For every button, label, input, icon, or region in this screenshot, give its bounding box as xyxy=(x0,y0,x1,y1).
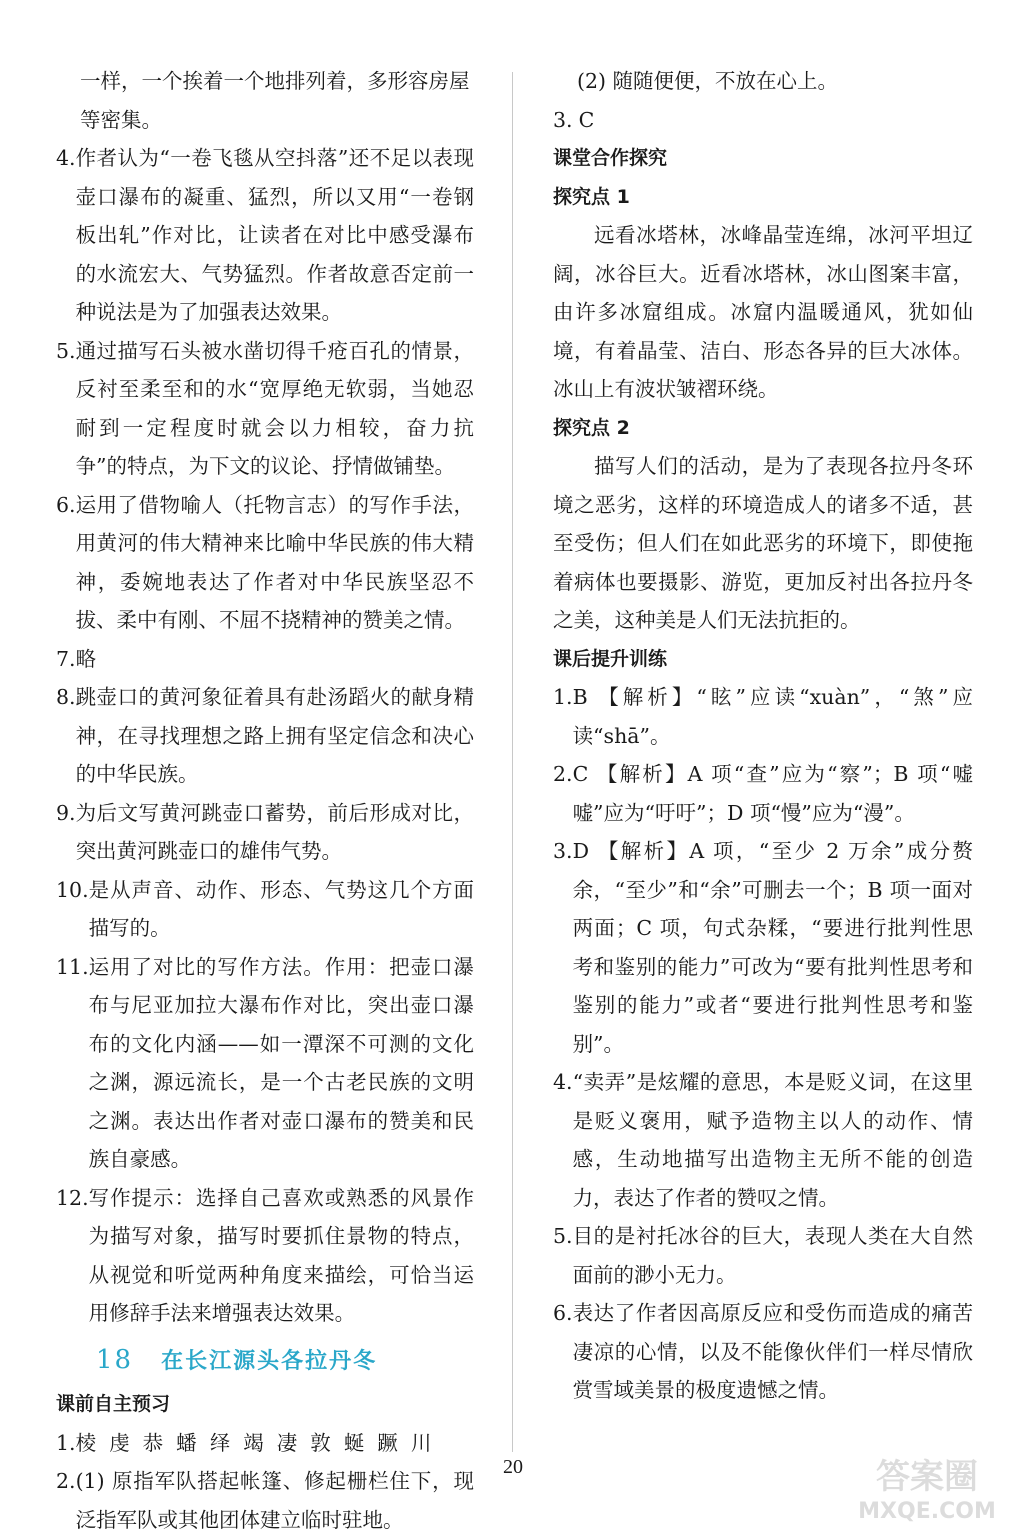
answer-item-4: 4. 作者认为“一卷飞毯从空抖落”还不足以表现壶口瀑布的凝重、猛烈，所以又用“一卷钢板出轧”作对比，让读者在对比中感受瀑布的水流宏大、气势猛烈。作者故意否定前一种说法是为了加强表达效果。 xyxy=(56,146,474,324)
section-heading-training: 课后提升训练 xyxy=(553,647,668,670)
training-item-5: 5. 目的是衬托冰谷的巨大，表现人类在大自然面前的渺小无力。 xyxy=(553,1224,973,1287)
answer-item-9: 9. 为后文写黄河跳壶口蓄势，前后形成对比，突出黄河跳壶口的雄伟气势。 xyxy=(56,800,474,863)
chapter-title xyxy=(96,1341,474,1382)
answer-item-7: 7. 略 xyxy=(56,646,97,671)
watermark-text-en: MXQE.COM xyxy=(858,1499,996,1524)
preview-item-3: 3. C xyxy=(553,107,595,132)
explore-point-1-label: 探究点 1 xyxy=(553,185,630,208)
preview-subitem-2: (2) 随随便便，不放在心上。 xyxy=(577,69,839,93)
explore-point-1-text: 远看冰塔林，冰峰晶莹连绵，冰河平坦辽阔，冰谷巨大。近看冰塔林，冰山图案丰富，由许多冰窟组成。冰窟内温暖通风，犹如仙境，有着晶莹、洁白、形态各异的巨大冰体。冰山上有波状皱褶环绕。 xyxy=(553,223,973,401)
training-item-1: 1. B 【解析】“眩”应读“xuàn”，“煞”应读“shā”。 xyxy=(553,685,973,748)
answer-item-10: 10. 是从声音、动作、形态、气势这几个方面描写的。 xyxy=(56,877,474,940)
training-item-4: 4. “卖弄”是炫耀的意思，本是贬义词，在这里是贬义褒用，赋予造物主以人的动作、情感，生动地描写出造物主无所不能的创造力，表达了作者的赞叹之情。 xyxy=(553,1070,973,1210)
watermark-text-cn: 答案圈 xyxy=(876,1457,978,1497)
section-heading-preview: 课前自主预习 xyxy=(56,1393,171,1415)
answer-item-5: 5. 通过描写石头被水凿切得千疮百孔的情景，反衬至柔至和的水“宽厚绝无软弱，当她忍耐到一定程度时就会以力相较，奋力抗争”的特点，为下文的议论、抒情做铺垫。 xyxy=(56,338,474,478)
training-item-6: 6. 表达了作者因高原反应和受伤而造成的痛苦凄凉的心情，以及不能像伙伴们一样尽情欣赏雪域美景的极度遗憾之情。 xyxy=(553,1301,973,1402)
chapter-number: 18 xyxy=(96,1344,134,1375)
explore-point-2-label: 探究点 2 xyxy=(553,416,630,439)
continued-line-2: 等密集。 xyxy=(80,107,162,132)
section-heading-explore: 课堂合作探究 xyxy=(553,147,668,169)
answer-item-11: 11. 运用了对比的写作方法。作用：把壶口瀑布与尼亚加拉大瀑布作对比，突出壶口瀑布的文化内涵——如一潭深不可测的文化之渊，源远流长，是一个古老民族的文明之渊。表达出作者对壶口瀑布的赞美和民族自豪感。 xyxy=(56,954,474,1171)
explore-point-2-text: 描写人们的活动，是为了表现各拉丹冬环境之恶劣，这样的环境造成人的诸多不适，甚至受伤；但人们在如此恶劣的环境下，即使拖着病体也要摄影、游览，更加反衬出各拉丹冬之美，这种美是人们无法抗拒的。 xyxy=(553,454,973,632)
watermark-logo xyxy=(832,1446,1012,1526)
right-column xyxy=(553,62,973,1410)
chapter-name: 在长江源头各拉丹冬 xyxy=(161,1348,378,1374)
left-column xyxy=(56,62,474,1539)
training-item-2: 2. C 【解析】A 项“查”应为“察”；B 项“嘘嘘”应为“吁吁”；D 项“慢”应为“漫”。 xyxy=(553,762,973,825)
preview-item-2: 2. (1) 原指军队搭起帐篷、修起栅栏住下，现泛指军队或其他团体建立临时驻地。 xyxy=(56,1469,474,1532)
answer-item-6: 6. 运用了借物喻人（托物言志）的写作手法，用黄河的伟大精神来比喻中华民族的伟大精神，委婉地表达了作者对中华民族坚忍不拔、柔中有刚、不屈不挠精神的赞美之情。 xyxy=(56,492,474,632)
column-divider xyxy=(512,72,513,1452)
training-item-3: 3. D 【解析】A 项，“至少 2 万余”成分赘余，“至少”和“余”可删去一个；B 项一面对两面；C 项，句式杂糅，“要进行批判性思考和鉴别的能力”可改为“要有批判性思考和鉴别的能力”或者“要进行批判性思考和鉴别”。 xyxy=(553,839,973,1056)
answer-item-12: 12. 写作提示：选择自己喜欢或熟悉的风景作为描写对象，描写时要抓住景物的特点，从视觉和听觉两种角度来描绘，可恰当运用修辞手法来增强表达效果。 xyxy=(56,1185,474,1325)
page-number: 20 xyxy=(503,1456,523,1478)
preview-item-1: 1. 棱 虔 恭 蟠 绎 竭 凄 敦 蜒 蹶 川 xyxy=(56,1430,432,1455)
answer-item-8: 8. 跳壶口的黄河象征着具有赴汤蹈火的献身精神，在寻找理想之路上拥有坚定信念和决心的中华民族。 xyxy=(56,685,474,786)
continued-line-1: 一样，一个挨着一个地排列着，多形容房屋 xyxy=(80,69,470,93)
